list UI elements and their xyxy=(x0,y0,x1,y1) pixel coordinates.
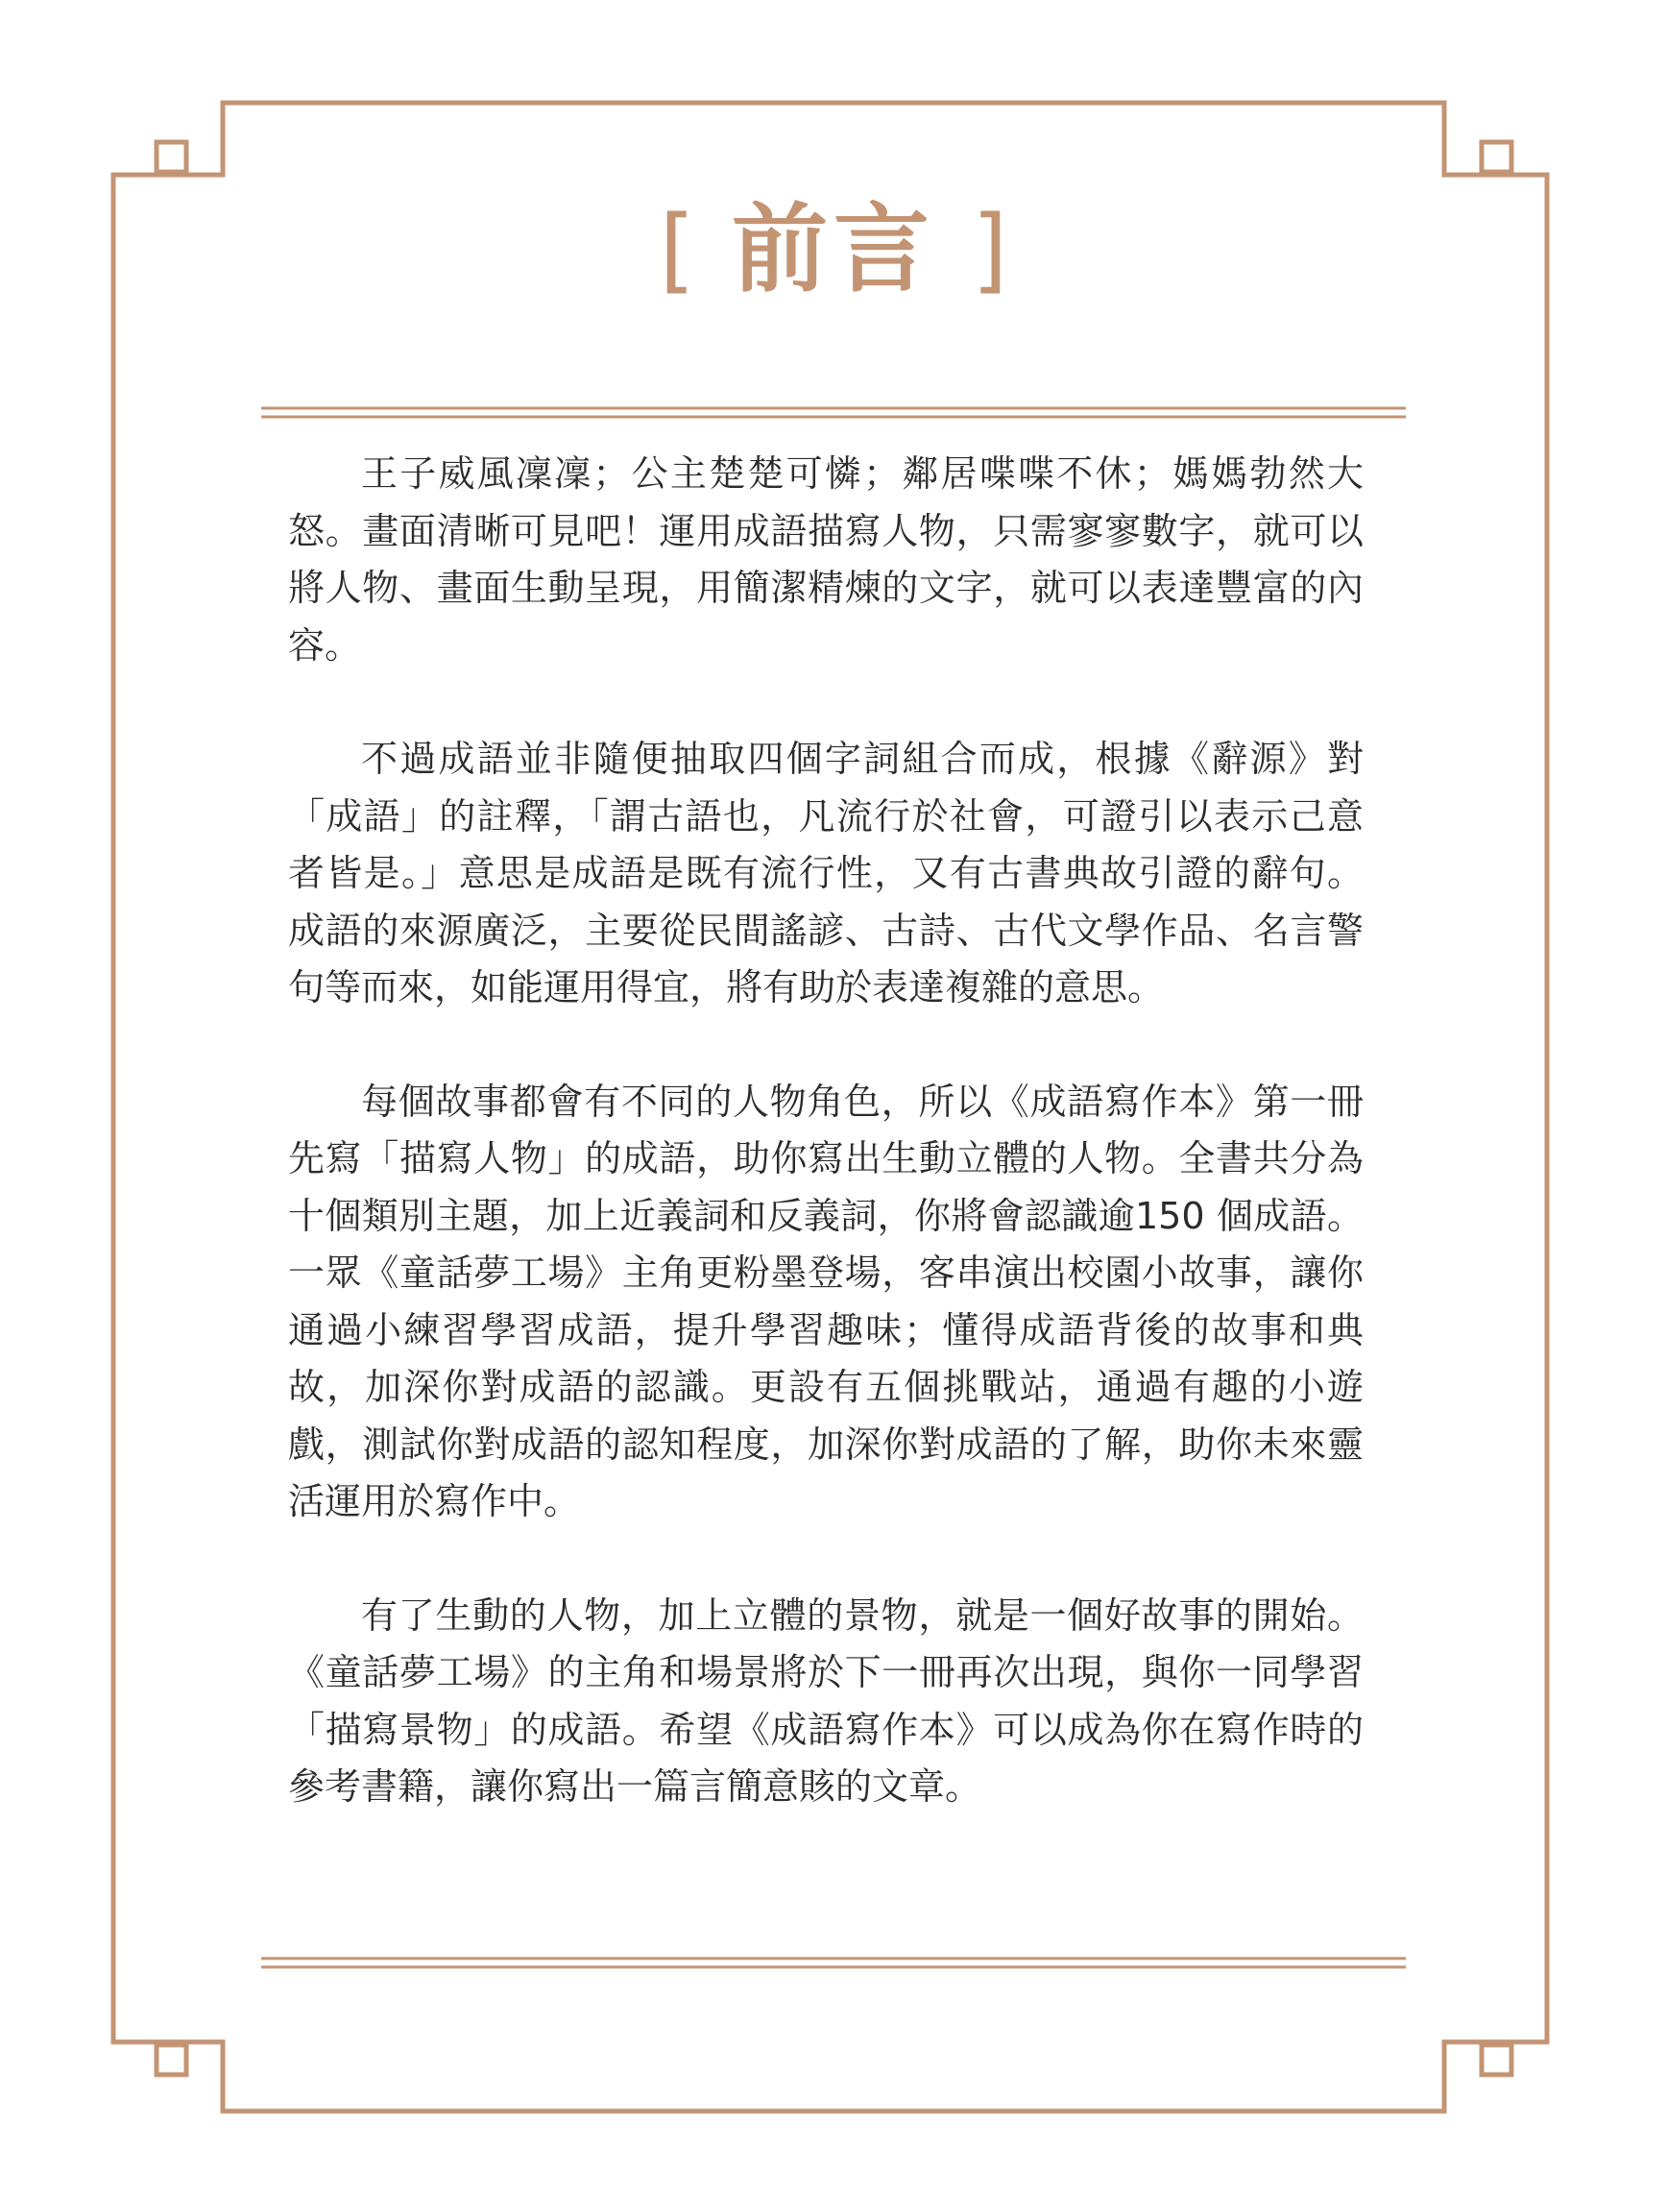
title-right-bracket: ] xyxy=(972,196,1008,304)
paragraph-4: 有了生動的人物，加上立體的景物，就是一個好故事的開始。《童話夢工場》的主角和場景將於下一冊再次出現，與你一同學習「描寫景物」的成語。希望《成語寫作本》可以成為你在寫作時的參考書籍，讓你寫出一篇言簡意賅的文章。 xyxy=(288,1593,1364,1808)
paragraph-2: 不過成語並非隨便抽取四個字詞組合而成，根據《辭源》對「成語」的註釋，「謂古語也，凡流行於社會，可證引以表示己意者皆是。」意思是成語是既有流行性，又有古書典故引證的辭句。成語的來源廣泛，主要從民間謠諺、古詩、古代文學作品、名言警句等而來，如能運用得宜，將有助於表達複雜的意思。 xyxy=(288,738,1364,1009)
paragraph-3: 每個故事都會有不同的人物角色，所以《成語寫作本》第一冊先寫「描寫人物」的成語，助你寫出生動立體的人物。全書共分為十個類別主題，加上近義詞和反義詞，你將會認識逾150 個成語。一眾《童話夢工場》主角更粉墨登場，客串演出校園小故事，讓你通過小練習學習成語，提升學習趣味；懂得成語背後的故事和典故，加深你對成語的認識。更設有五個挑戰站，通過有趣的小遊戲，測試你對成語的認知程度，加深你對成語的了解，助你未來靈活運用於寫作中。 xyxy=(288,1080,1364,1522)
preface-body xyxy=(288,446,1364,1816)
corner-knot-bottom-left xyxy=(157,2042,223,2075)
page-title xyxy=(0,192,1667,307)
title-left-bracket: [ xyxy=(659,196,695,304)
bottom-divider xyxy=(261,1958,1406,1967)
top-divider xyxy=(261,408,1406,417)
corner-knot-top-right xyxy=(1444,142,1511,175)
corner-knot-bottom-right xyxy=(1444,2042,1511,2075)
corner-knot-top-left xyxy=(157,142,223,175)
paragraph-1: 王子威風凜凜；公主楚楚可憐；鄰居喋喋不休；媽媽勃然大怒。畫面清晰可見吧！運用成語描寫人物，只需寥寥數字，就可以將人物、畫面生動呈現，用簡潔精煉的文字，就可以表達豐富的內容。 xyxy=(288,452,1364,667)
title-text: 前言 xyxy=(732,193,935,305)
